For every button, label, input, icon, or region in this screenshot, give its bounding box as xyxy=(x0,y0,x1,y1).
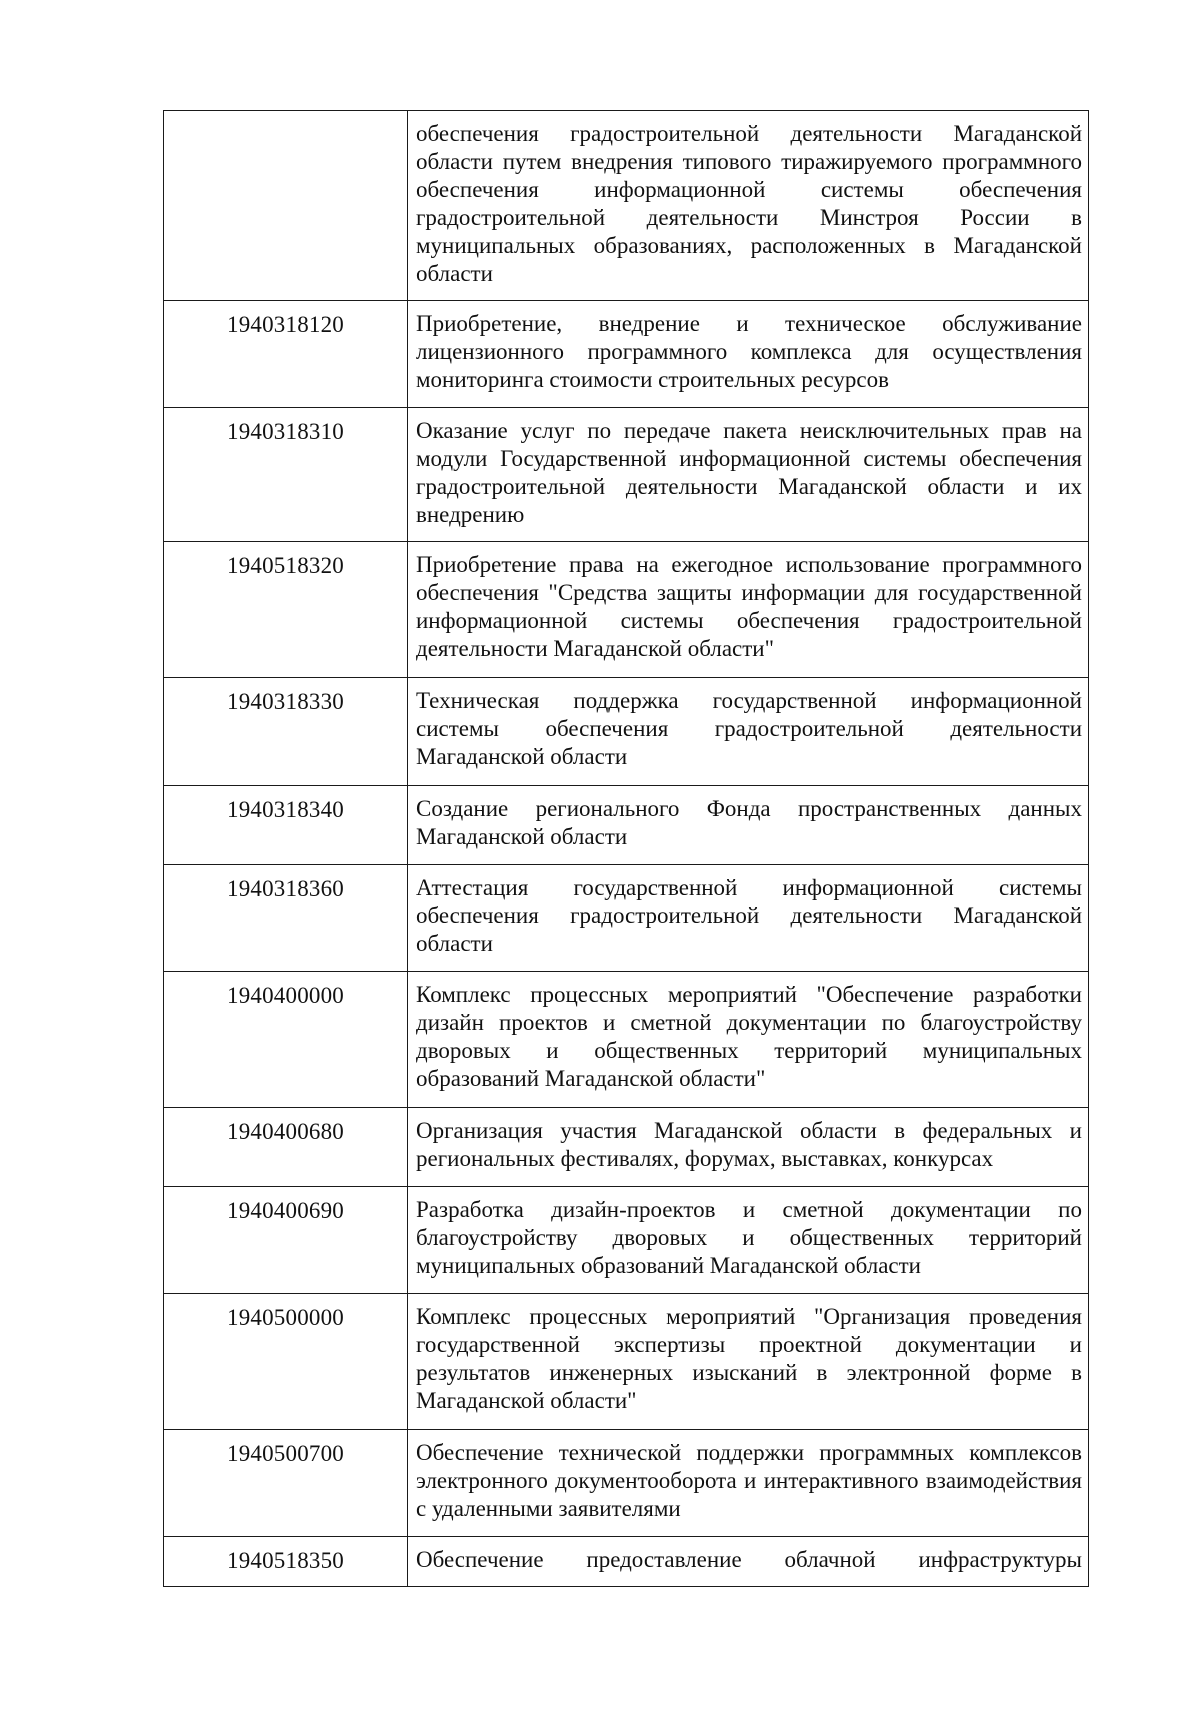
code-cell: 1940318310 xyxy=(164,408,408,542)
description-cell: Разработка дизайн-проектов и сметной документации по благоустройству дворовых и общественных территорий муниципальных образований Магаданской области xyxy=(408,1187,1089,1294)
table-row xyxy=(164,678,1089,786)
code-cell: 1940400680 xyxy=(164,1108,408,1187)
description-cell: Комплекс процессных мероприятий "Обеспечение разработки дизайн проектов и сметной документации по благоустройству дворовых и общественных территорий муниципальных образований Магаданской области" xyxy=(408,972,1089,1108)
description-cell: Приобретение права на ежегодное использование программного обеспечения "Средства защиты информации для государственной информационной системы обеспечения градостроительной деятельности Магаданской области" xyxy=(408,542,1089,678)
description-cell: Организация участия Магаданской области в федеральных и региональных фестивалях, форумах, выставках, конкурсах xyxy=(408,1108,1089,1187)
table-row xyxy=(164,408,1089,542)
code-cell: 1940318340 xyxy=(164,786,408,865)
code-cell: 1940318360 xyxy=(164,865,408,972)
table-row xyxy=(164,1294,1089,1430)
description-cell: Комплекс процессных мероприятий "Организация проведения государственной экспертизы проектной документации и результатов инженерных изысканий в электронной форме в Магаданской области" xyxy=(408,1294,1089,1430)
table-row xyxy=(164,542,1089,678)
description-cell: Приобретение, внедрение и техническое обслуживание лицензионного программного комплекса для осуществления мониторинга стоимости строительных ресурсов xyxy=(408,301,1089,408)
code-cell: 1940318120 xyxy=(164,301,408,408)
code-cell: 1940518350 xyxy=(164,1537,408,1587)
table-row xyxy=(164,1430,1089,1537)
code-cell: 1940400690 xyxy=(164,1187,408,1294)
code-cell xyxy=(164,111,408,301)
description-cell: обеспечения градостроительной деятельности Магаданской области путем внедрения типового тиражируемого программного обеспечения информационной системы обеспечения градостроительной деятельности Минстроя России в муниципальных образованиях, расположенных в Магаданской области xyxy=(408,111,1089,301)
code-cell: 1940518320 xyxy=(164,542,408,678)
code-cell: 1940500700 xyxy=(164,1430,408,1537)
table-row xyxy=(164,301,1089,408)
description-cell: Оказание услуг по передаче пакета неисключительных прав на модули Государственной информационной системы обеспечения градостроительной деятельности Магаданской области и их внедрению xyxy=(408,408,1089,542)
table-row xyxy=(164,1187,1089,1294)
table-row xyxy=(164,1537,1089,1587)
description-cell: Аттестация государственной информационной системы обеспечения градостроительной деятельности Магаданской области xyxy=(408,865,1089,972)
table-row xyxy=(164,786,1089,865)
description-cell: Создание регионального Фонда пространственных данных Магаданской области xyxy=(408,786,1089,865)
table-row xyxy=(164,1108,1089,1187)
budget-classification-table xyxy=(163,110,1089,1587)
code-cell: 1940400000 xyxy=(164,972,408,1108)
code-cell: 1940500000 xyxy=(164,1294,408,1430)
table-row xyxy=(164,111,1089,301)
description-cell: Обеспечение предоставление облачной инфраструктуры xyxy=(408,1537,1089,1587)
description-cell: Техническая поддержка государственной информационной системы обеспечения градостроительной деятельности Магаданской области xyxy=(408,678,1089,786)
table-row xyxy=(164,865,1089,972)
description-cell: Обеспечение технической поддержки программных комплексов электронного документооборота и интерактивного взаимодействия с удаленными заявителями xyxy=(408,1430,1089,1537)
code-cell: 1940318330 xyxy=(164,678,408,786)
table-row xyxy=(164,972,1089,1108)
